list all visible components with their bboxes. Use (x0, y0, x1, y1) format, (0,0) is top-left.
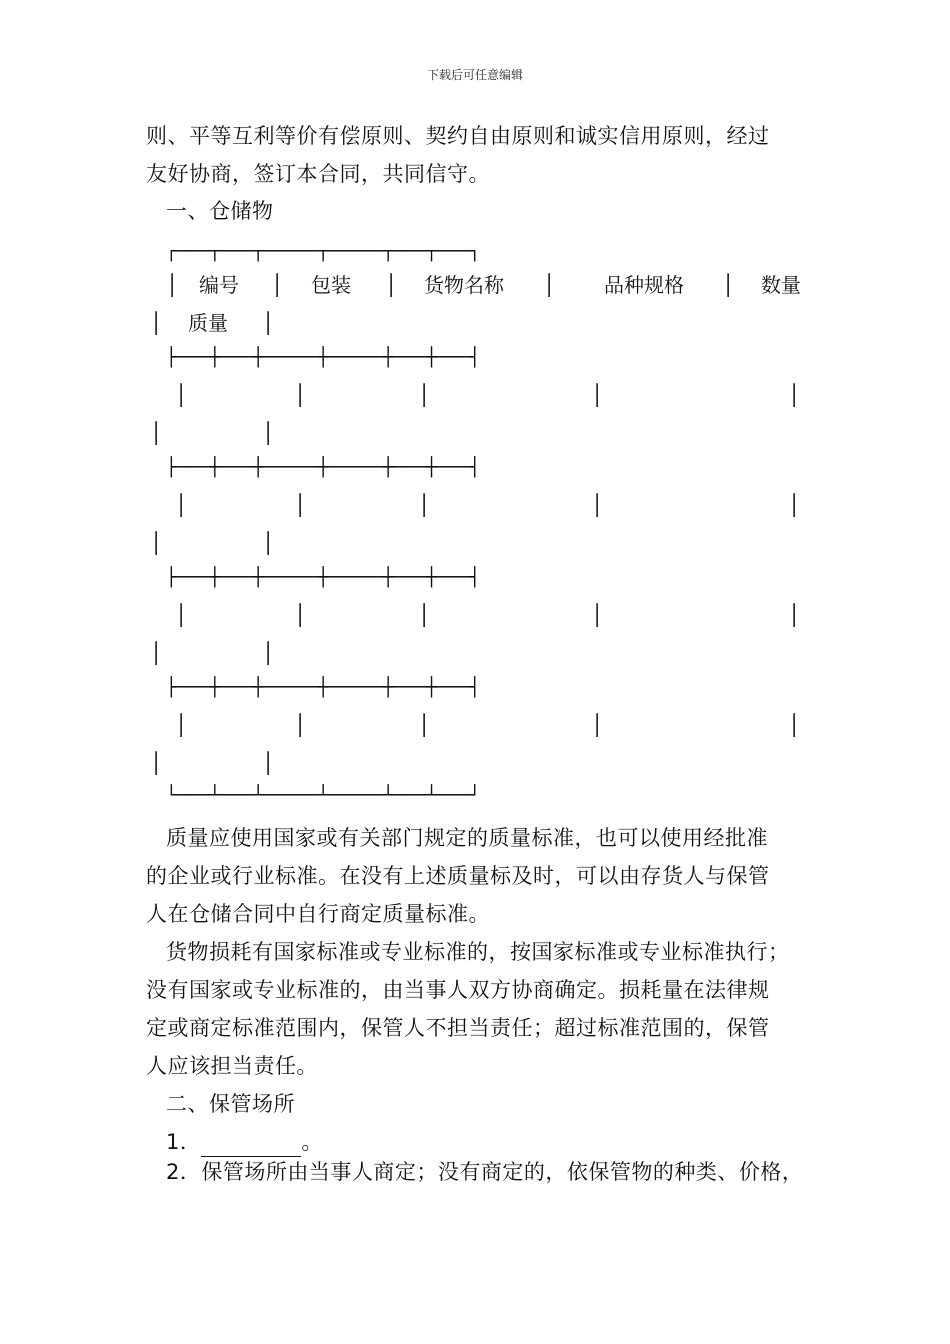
section-2-item-1 (166, 1127, 323, 1157)
table-bar: │ (294, 493, 307, 517)
table-bar: │ (543, 273, 556, 297)
loss-paragraph-line: 没有国家或专业标准的，由当事人双方协商确定。损耗量在法律规 (146, 978, 770, 1002)
table-bar: │ (788, 713, 801, 737)
quality-paragraph-line: 质量应使用国家或有关部门规定的质量标准，也可以使用经批准 (166, 826, 768, 850)
table-bar: │ (788, 493, 801, 517)
table-bar: │ (150, 641, 163, 665)
table-bar: │ (788, 603, 801, 627)
table-bar: │ (591, 383, 604, 407)
table-bar: │ (150, 311, 163, 335)
table-bar: │ (591, 493, 604, 517)
table-bar: │ (150, 751, 163, 775)
section-2-heading: 二、保管场所 (166, 1092, 295, 1116)
table-bar: │ (150, 531, 163, 555)
table-bar: │ (175, 493, 188, 517)
table-bar: │ (150, 421, 163, 445)
table-bar: │ (788, 383, 801, 407)
table-separator: ├───┼───┼─────┼─────┼───┼───┤ (166, 567, 481, 588)
table-separator: ├───┼───┼─────┼─────┼───┼───┤ (166, 347, 481, 368)
intro-line-1: 则、平等互利等价有偿原则、契约自由原则和诚实信用原则，经过 (146, 124, 770, 148)
table-bar: │ (262, 641, 275, 665)
table-header-cell: 数量 (761, 273, 801, 297)
loss-paragraph-line: 人应该担当责任。 (146, 1054, 318, 1078)
table-bar: │ (418, 603, 431, 627)
item-number: 1． (166, 1130, 202, 1154)
table-header-cell: 包装 (311, 273, 351, 297)
section-1-heading: 一、仓储物 (166, 199, 274, 223)
table-separator: ├───┼───┼─────┼─────┼───┼───┤ (166, 457, 481, 478)
table-bar: │ (294, 383, 307, 407)
table-bar: │ (262, 311, 275, 335)
table-bar: │ (418, 383, 431, 407)
table-bar: │ (722, 273, 735, 297)
quality-paragraph-line: 的企业或行业标准。在没有上述质量标及时，可以由存货人与保管 (146, 864, 770, 888)
table-bar: │ (418, 493, 431, 517)
table-header-cell: 货物名称 (424, 273, 504, 297)
table-bar: │ (385, 273, 398, 297)
table-bar: │ (418, 713, 431, 737)
table-bar: │ (166, 273, 179, 297)
page-header: 下载后可任意编辑 (426, 68, 523, 82)
table-bar: │ (271, 273, 284, 297)
table-bar: │ (262, 531, 275, 555)
item-suffix: 。 (301, 1130, 323, 1154)
table-bar: │ (175, 603, 188, 627)
table-bottom-border: └───┴───┴─────┴─────┴───┴───┘ (166, 785, 481, 806)
table-bar: │ (262, 751, 275, 775)
fill-in-blank[interactable] (201, 1134, 301, 1157)
table-top-border: ┌───┬───┬─────┬─────┬───┬───┐ (166, 241, 481, 262)
table-header-cell: 品种规格 (604, 273, 684, 297)
table-bar: │ (294, 603, 307, 627)
loss-paragraph-line: 定或商定标准范围内，保管人不担当责任；超过标准范围的，保管 (146, 1016, 770, 1040)
table-bar: │ (591, 713, 604, 737)
table-separator: ├───┼───┼─────┼─────┼───┼───┤ (166, 677, 481, 698)
loss-paragraph-line: 货物损耗有国家标准或专业标准的，按国家标准或专业标准执行； (166, 940, 790, 964)
table-bar: │ (591, 603, 604, 627)
table-bar: │ (175, 713, 188, 737)
intro-line-2: 友好协商，签订本合同，共同信守。 (146, 162, 490, 186)
table-header-cell: 质量 (188, 311, 228, 335)
table-bar: │ (262, 421, 275, 445)
section-2-item-2: 2．保管场所由当事人商定；没有商定的，依保管物的种类、价格， (166, 1160, 804, 1184)
quality-paragraph-line: 人在仓储合同中自行商定质量标准。 (146, 902, 490, 926)
table-bar: │ (175, 383, 188, 407)
table-bar: │ (294, 713, 307, 737)
table-header-cell: 编号 (199, 273, 239, 297)
